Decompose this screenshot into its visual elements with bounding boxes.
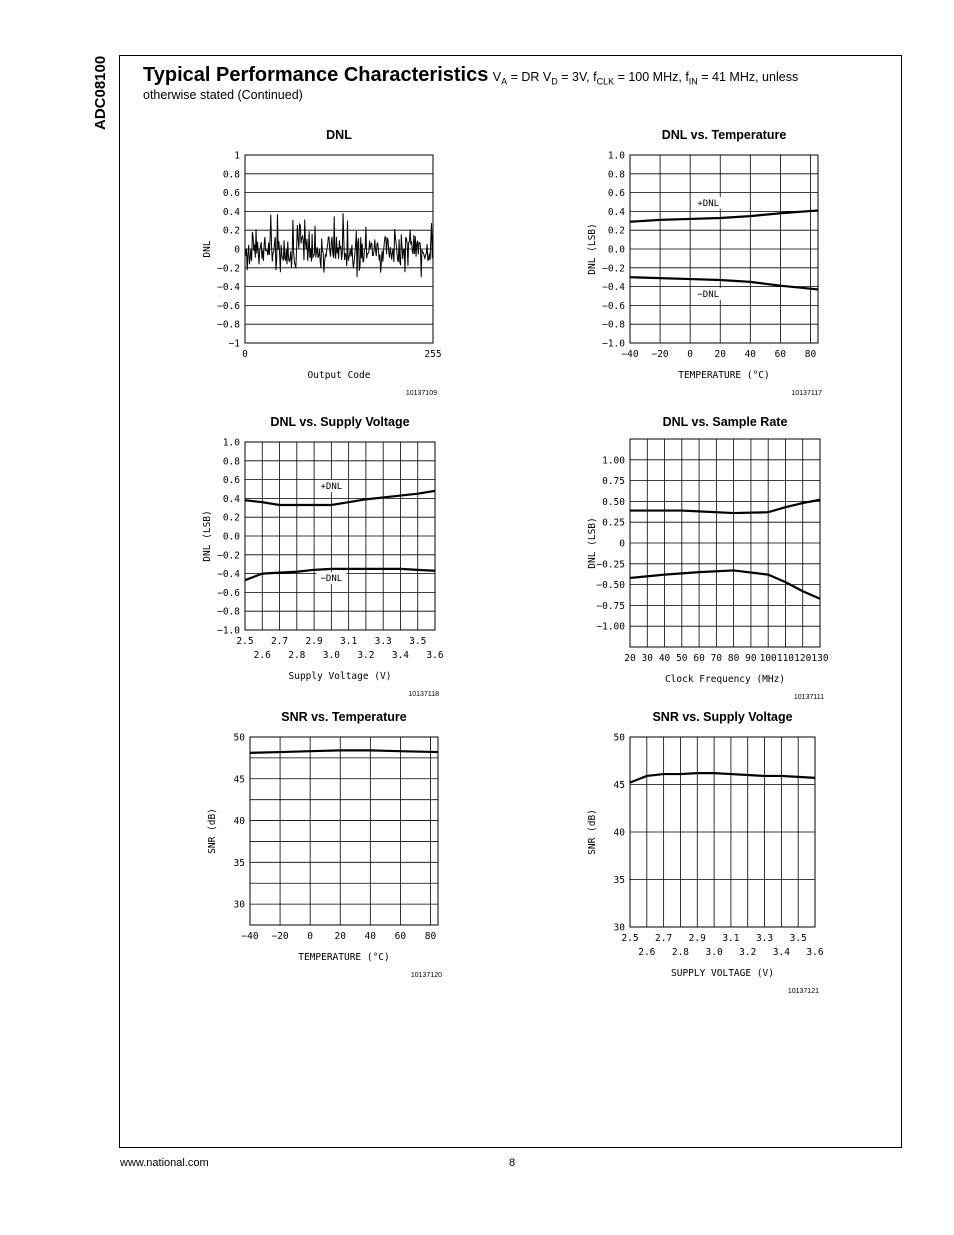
chart-svg (195, 412, 455, 712)
x-tick-label: 2.8 (288, 650, 306, 661)
y-tick-label: 0.25 (602, 517, 625, 529)
series-annotation: +DNL (320, 482, 343, 492)
chart-dnl-vs-sample-rate (575, 412, 835, 701)
y-tick-label: 45 (613, 780, 625, 791)
x-tick-label: 3.5 (409, 636, 427, 647)
x-tick-label: 3.4 (391, 650, 410, 661)
chart-title: SNR vs. Temperature (281, 710, 407, 724)
chart-snr-vs-temperature (195, 707, 455, 997)
y-tick-label: −0.8 (602, 319, 625, 331)
x-tick-label: 2.5 (236, 636, 254, 647)
y-tick-label: −0.6 (602, 300, 625, 312)
x-tick-label: 3.1 (722, 933, 740, 944)
x-tick-label: 80 (424, 931, 437, 942)
y-tick-label: 1.0 (607, 150, 625, 162)
plot-frame (250, 737, 438, 925)
x-tick-label: 2.6 (253, 650, 271, 661)
x-tick-label: 20 (334, 931, 346, 942)
x-tick-label: 20 (714, 349, 726, 360)
y-tick-label: 0.6 (222, 188, 240, 200)
x-tick-label: −20 (271, 931, 289, 942)
x-tick-label: 0 (307, 931, 314, 942)
y-tick-label: −0.4 (217, 569, 240, 581)
chart-dnl-vs-temperature (580, 125, 840, 405)
y-tick-label: 0.8 (607, 169, 625, 181)
series-annotation: −DNL (320, 574, 343, 585)
chart-svg (580, 125, 840, 405)
chart-dnl (195, 125, 455, 405)
y-tick-label: −0.2 (602, 263, 625, 275)
figure-id: 10137121 (787, 988, 819, 995)
y-tick-label: 0.2 (222, 225, 240, 237)
y-tick-label: 50 (233, 732, 245, 744)
x-tick-label: 110 (776, 653, 795, 664)
y-tick-label: 0.8 (222, 456, 240, 468)
y-tick-label: 0.6 (222, 475, 240, 487)
y-tick-label: −1.00 (596, 621, 625, 633)
x-tick-label: 40 (658, 653, 671, 664)
x-tick-label: 3.3 (374, 636, 392, 647)
x-tick-label: 70 (710, 653, 723, 664)
y-tick-label: 0.75 (602, 476, 625, 488)
x-tick-label: 80 (727, 653, 740, 664)
y-tick-label: −1.0 (602, 338, 625, 350)
page-number: 8 (509, 1157, 516, 1169)
figure-id: 10137120 (410, 972, 442, 979)
y-tick-label: 0.4 (222, 206, 240, 218)
x-tick-label: 3.1 (340, 636, 358, 647)
chart-snr-vs-supply-voltage (575, 707, 835, 1007)
x-axis-label: SUPPLY VOLTAGE (V) (671, 968, 774, 979)
series-line-snr (250, 750, 438, 753)
x-tick-label: 3.2 (739, 947, 757, 958)
x-tick-label: 60 (693, 653, 705, 664)
test-conditions: $V_A$ = DR $V_D = 3V$, $f_{CLK} = 100$ MHz, $f_{IN} = 41$ MHz, unless (492, 70, 799, 87)
x-tick-label: 90 (745, 653, 757, 664)
y-tick-label: 0.0 (607, 244, 625, 256)
y-tick-label: −0.6 (217, 300, 240, 312)
y-axis-label: DNL (LSB) (587, 223, 598, 275)
y-axis-label: SNR (dB) (587, 809, 598, 855)
x-tick-label: 2.7 (270, 636, 289, 647)
y-tick-label: 1 (234, 150, 240, 162)
x-tick-label: 3.2 (357, 650, 375, 661)
x-tick-label: 130 (811, 653, 829, 664)
test-conditions-continued: otherwise stated (Continued) (143, 88, 303, 102)
figure-id: 10137111 (793, 694, 824, 701)
x-tick-label: 255 (424, 349, 442, 360)
chart-title: DNL (326, 128, 352, 142)
x-tick-label: 60 (774, 349, 787, 360)
series-line-minus-dnl (630, 277, 818, 289)
x-tick-label: −40 (241, 931, 259, 942)
x-tick-label: 3.4 (772, 947, 790, 958)
x-tick-label: 50 (676, 653, 688, 664)
x-tick-label: −20 (651, 349, 669, 360)
x-tick-label: 40 (744, 349, 757, 360)
x-tick-label: 120 (794, 653, 812, 664)
y-tick-label: −0.50 (596, 580, 625, 592)
x-tick-label: 80 (804, 349, 817, 360)
y-tick-label: 0.2 (222, 512, 240, 524)
x-tick-label: 3.0 (322, 650, 340, 661)
chart-svg (195, 707, 455, 997)
y-tick-label: −0.8 (217, 319, 240, 331)
y-axis-label: DNL (LSB) (587, 517, 598, 569)
x-axis-label: TEMPERATURE (°C) (298, 952, 390, 963)
y-tick-label: 0 (619, 538, 625, 550)
x-tick-label: 2.8 (671, 947, 690, 958)
y-tick-label: 0.2 (607, 225, 625, 237)
x-tick-label: 2.5 (621, 933, 639, 944)
y-tick-label: 0.4 (222, 493, 240, 505)
x-tick-label: 0 (687, 349, 694, 360)
x-tick-label: 2.9 (305, 636, 323, 647)
footer-url[interactable]: www.national.com (120, 1157, 209, 1169)
x-axis-label: Clock Frequency (MHz) (664, 674, 786, 685)
series-annotation: −DNL (697, 289, 720, 300)
x-tick-label: 3.5 (789, 933, 807, 944)
series-line-plusminus-dnl (245, 491, 435, 505)
chart-svg (575, 707, 835, 1007)
y-tick-label: 30 (233, 899, 245, 911)
x-tick-label: 3.0 (705, 947, 723, 958)
chart-title: DNL vs. Sample Rate (662, 415, 788, 429)
x-axis-label: TEMPERATURE (°C) (678, 370, 770, 381)
y-tick-label: 0.8 (222, 169, 240, 181)
y-tick-label: 0.6 (607, 188, 625, 200)
x-tick-label: −40 (621, 349, 639, 360)
chart-title: DNL vs. Supply Voltage (270, 415, 410, 429)
y-axis-label: SNR (dB) (207, 808, 218, 854)
chart-svg (575, 412, 835, 701)
y-tick-label: −0.6 (217, 587, 240, 599)
chart-svg (195, 125, 455, 405)
x-tick-label: 3.3 (755, 933, 774, 944)
side-part-number: ADC08100 (92, 55, 109, 130)
y-tick-label: −0.25 (596, 559, 625, 571)
y-tick-label: 50 (613, 732, 625, 744)
y-tick-label: 0.0 (222, 531, 240, 543)
section-title: Typical Performance Characteristics (143, 64, 489, 86)
y-tick-label: 0 (234, 244, 240, 256)
y-tick-label: −0.4 (602, 282, 625, 294)
y-axis-label: DNL (LSB) (202, 510, 213, 562)
x-axis-label: Output Code (307, 370, 371, 381)
x-tick-label: 3.6 (806, 947, 824, 958)
y-tick-label: 35 (233, 857, 245, 869)
y-tick-label: −0.4 (217, 282, 240, 294)
y-tick-label: 40 (233, 816, 245, 828)
x-axis-label: Supply Voltage (V) (288, 671, 392, 682)
series-line-plusminus-dnl (630, 210, 818, 221)
y-tick-label: −1.0 (217, 625, 240, 637)
figure-id: 10137117 (791, 390, 822, 397)
y-tick-label: 35 (613, 875, 625, 886)
x-tick-label: 30 (641, 653, 653, 664)
figure-id: 10137109 (405, 390, 437, 397)
y-tick-label: 40 (613, 827, 625, 839)
x-tick-label: 2.7 (655, 933, 673, 944)
chart-dnl-vs-supply-voltage (195, 412, 455, 712)
series-line-snr (630, 773, 815, 783)
y-tick-label: 1.00 (602, 455, 625, 467)
series-annotation: +DNL (697, 198, 720, 209)
chart-title: DNL vs. Temperature (661, 128, 787, 142)
y-tick-label: 0.4 (607, 206, 625, 218)
section-heading (143, 64, 883, 102)
y-axis-label: DNL (202, 240, 213, 258)
x-tick-label: 2.6 (638, 947, 656, 958)
y-tick-label: −0.75 (596, 600, 625, 612)
x-tick-label: 100 (759, 653, 777, 664)
chart-title: SNR vs. Supply Voltage (652, 710, 793, 724)
x-tick-label: 2.9 (688, 933, 706, 944)
x-tick-label: 3.6 (426, 650, 444, 661)
x-tick-label: 0 (242, 349, 248, 360)
x-tick-label: 60 (394, 931, 407, 942)
y-tick-label: −0.2 (217, 550, 240, 562)
x-tick-label: 40 (364, 931, 377, 942)
y-tick-label: −0.2 (217, 263, 240, 275)
y-tick-label: 30 (613, 922, 625, 934)
y-tick-label: −1 (228, 338, 240, 350)
y-tick-label: −0.8 (217, 606, 240, 618)
figure-id: 10137118 (408, 691, 439, 698)
y-tick-label: 45 (233, 774, 245, 786)
y-tick-label: 0.50 (602, 496, 625, 508)
y-tick-label: 1.0 (222, 437, 240, 449)
x-tick-label: 20 (624, 653, 636, 664)
